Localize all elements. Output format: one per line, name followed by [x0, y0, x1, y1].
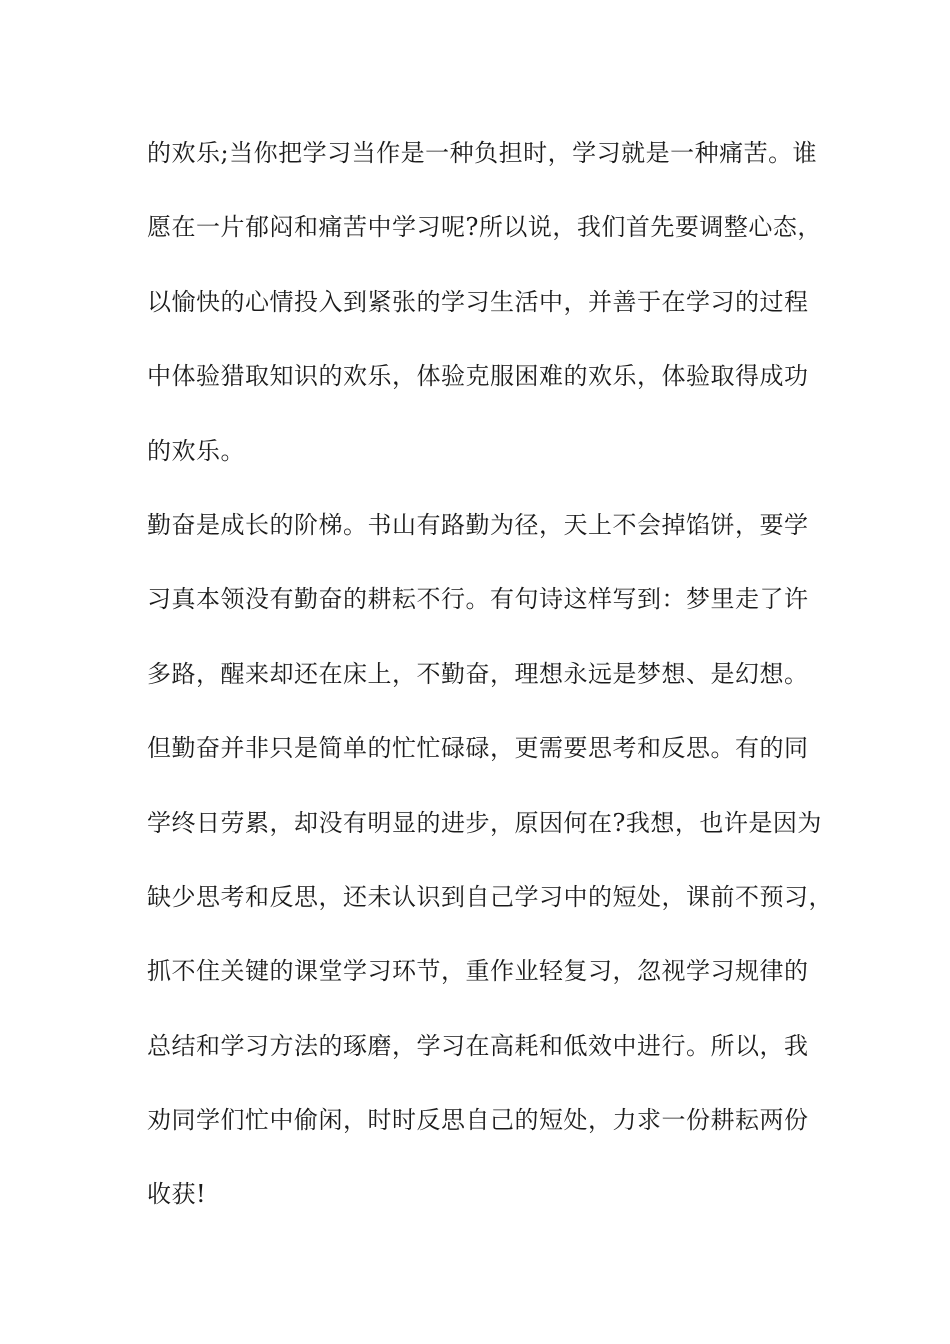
text-line: 的欢乐;当你把学习当作是一种负担时，学习就是一种痛苦。谁	[147, 139, 818, 167]
text-line: 缺少思考和反思，还未认识到自己学习中的短处，课前不预习，	[147, 882, 833, 911]
text-line: 中体验猎取知识的欢乐，体验克服困难的欢乐，体验取得成功	[147, 362, 809, 391]
text-line: 愿在一片郁闷和痛苦中学习呢?所以说，我们首先要调整心态，	[147, 213, 822, 242]
text-line: 习真本领没有勤奋的耕耘不行。有句诗这样写到：梦里走了许	[147, 585, 809, 614]
text-line: 但勤奋并非只是简单的忙忙碌碌，更需要思考和反思。有的同	[147, 734, 809, 763]
text-line: 多路，醒来却还在床上，不勤奋，理想永远是梦想、是幻想。	[147, 659, 809, 688]
text-line: 的欢乐。	[147, 436, 245, 465]
body-text	[147, 129, 833, 1245]
text-line: 总结和学习方法的琢磨，学习在高耗和低效中进行。所以，我	[147, 1031, 809, 1060]
text-line: 勤奋是成长的阶梯。书山有路勤为径，天上不会掉馅饼，要学	[147, 510, 809, 539]
text-line: 劝同学们忙中偷闲，时时反思自己的短处，力求一份耕耘两份	[147, 1106, 809, 1135]
text-line: 学终日劳累，却没有明显的进步，原因何在?我想，也许是因为	[147, 808, 822, 837]
text-line: 以愉快的心情投入到紧张的学习生活中，并善于在学习的过程	[147, 287, 809, 316]
text-line: 抓不住关键的课堂学习环节，重作业轻复习，忽视学习规律的	[147, 957, 809, 986]
text-line: 收获!	[147, 1180, 207, 1209]
